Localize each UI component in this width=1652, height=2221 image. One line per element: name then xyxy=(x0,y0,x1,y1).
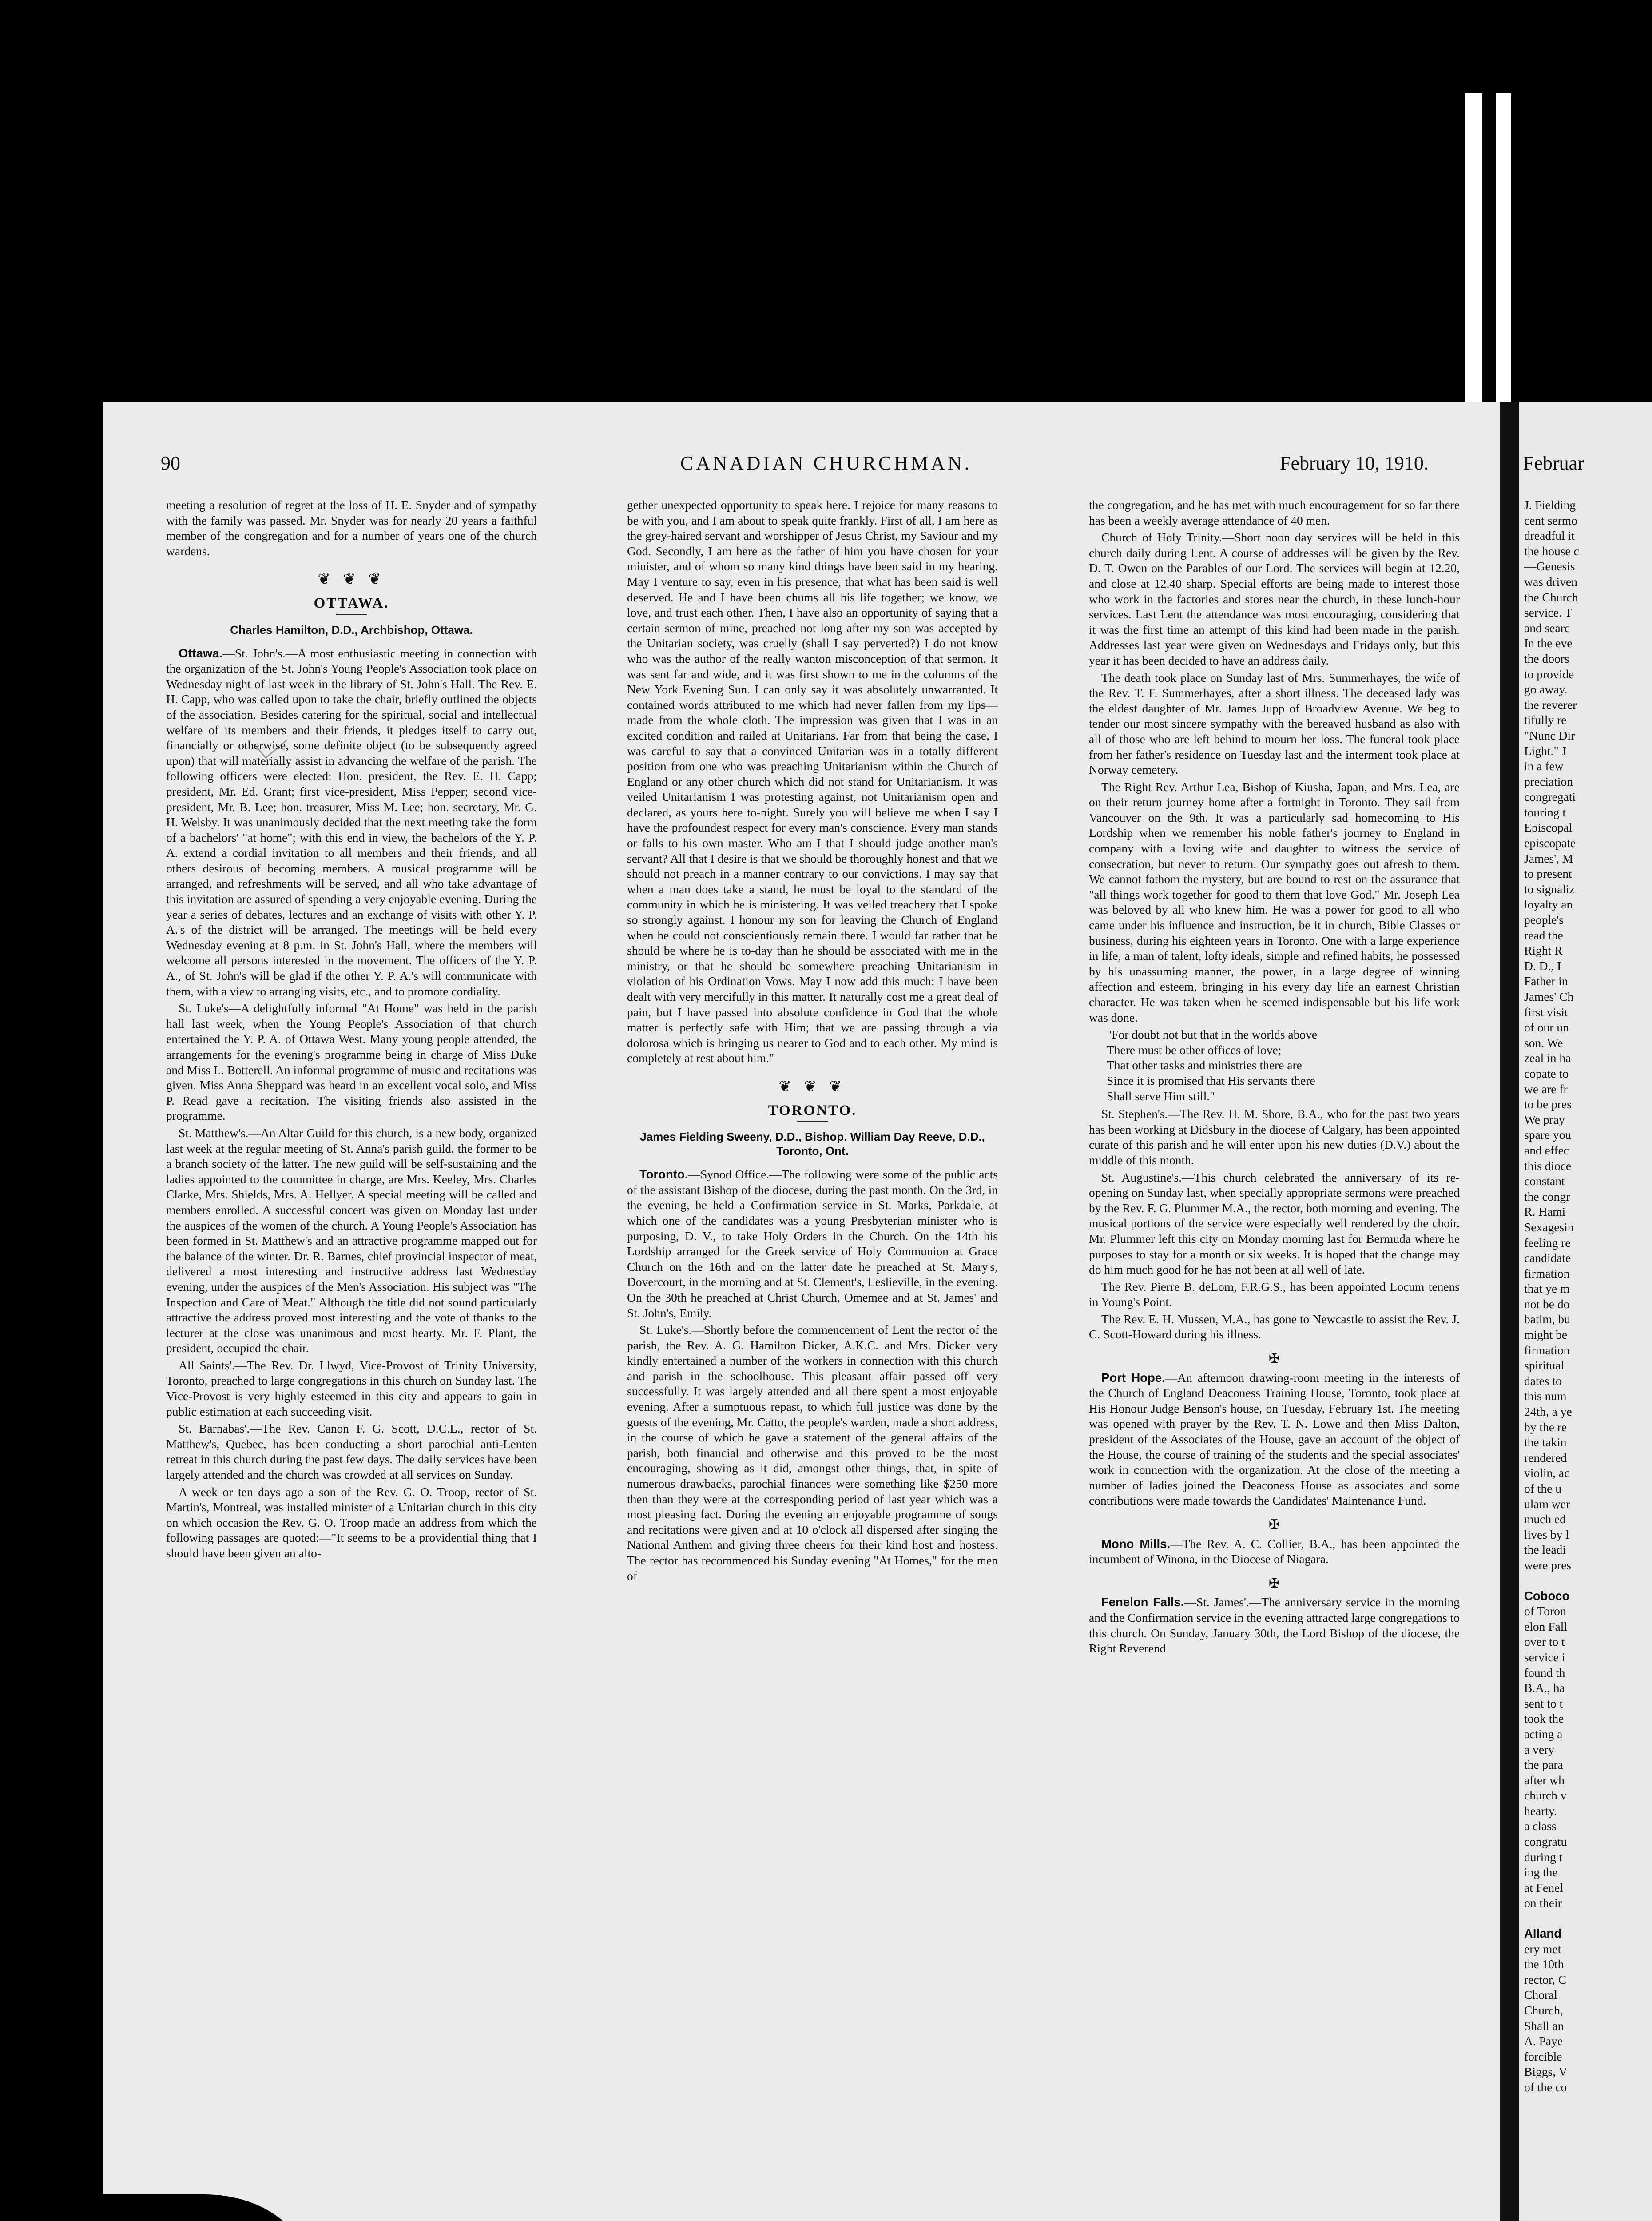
facing-page-line: —Genesis xyxy=(1524,559,1575,573)
paragraph: The death took place on Sunday last of Mrs. Summerhayes, the wife of the Rev. T. F. Summerhayes, after a short illness. The deceased lady was the eldest daughter of Mr. James Jupp of Broadview Avenue. We beg to tender our most sincere sympathy with the bereaved husband as also with all of those who are left behind to mourn her loss. The funeral took place from her father's residence on Tuesday last and the interment took place at Norway cemetery. xyxy=(1089,670,1460,777)
newspaper-page xyxy=(103,402,1500,2221)
facing-page-line: R. Hami xyxy=(1524,1205,1566,1219)
facing-page-column xyxy=(1524,498,1652,2095)
facing-page-line: ulam wer xyxy=(1524,1497,1570,1511)
facing-page-line: Sexagesin xyxy=(1524,1220,1574,1234)
facing-page-line: preciation xyxy=(1524,774,1573,788)
paragraph: Church of Holy Trinity.—Short noon day services will be held in this church daily during Lent. A course of addresses will be given by the Rev. D. T. Owen on the Parables of our Lord. The services will begin at 12.20, and close at 12.40 sharp. Special efforts are being made to interest those who work in the factories and stores near the church, in these lunch-hour services. Last Lent the attendance was most encouraging, considering that it was the first time an attempt of this kind had been made in the parish. Addresses last year were given on Wednesdays and Fridays only, but this year it has been decided to have an address daily. xyxy=(1089,530,1460,667)
facing-page-line: service i xyxy=(1524,1650,1565,1664)
section-ornament: ❦ ❦ ❦ xyxy=(318,571,385,588)
place-lead: Toronto. xyxy=(639,1167,688,1182)
facing-page-line: violin, ac xyxy=(1524,1466,1570,1480)
facing-page-line: lives by l xyxy=(1524,1527,1569,1541)
facing-page-line: spare you xyxy=(1524,1128,1572,1142)
place-lead: Port Hope. xyxy=(1101,1370,1165,1385)
facing-page-line: the house c xyxy=(1524,544,1579,558)
facing-page-line: after wh xyxy=(1524,1773,1565,1787)
facing-page-line: read the xyxy=(1524,928,1563,942)
facing-page-line: ing the xyxy=(1524,1865,1558,1879)
facing-page-line: episcopate xyxy=(1524,836,1576,850)
paragraph: Toronto.—Synod Office.—The following were some of the public acts of the assistant Bishop of the diocese, during the past month. On the 3rd, in the evening, he held a Confirmation service in St. Marks, Parkdale, at which one of the candidates was a young Presbyterian minister who is purposing, D. V., to take Holy Orders in the Church. On the 14th his Lordship arranged for the Greek service of Holy Communion at Grace Church on the 16th and on the latter date he preached at St. Mary's, Dovercourt, in the morning and at St. Clement's, Leslieville, in the evening. On the 30th he preached at Christ Church, Omemee and at St. James' and St. John's, Emily. xyxy=(627,1167,998,1320)
facing-page-line: congregati xyxy=(1524,790,1576,804)
facing-page-line: Coboco xyxy=(1524,1588,1570,1603)
facing-page-line: Episcopal xyxy=(1524,820,1573,835)
facing-page-line: J. Fielding xyxy=(1524,498,1576,512)
heading-rule xyxy=(797,1121,828,1122)
paragraph: the congregation, and he has met with much encouragement for so far there has been a weekly average attendance of 40 men. xyxy=(1089,498,1460,527)
facing-page-line: loyalty an xyxy=(1524,897,1573,911)
paragraph: The Rev. Pierre B. deLom, F.R.G.S., has been appointed Locum tenens in Young's Point. xyxy=(1089,1279,1460,1309)
facing-page-line: feeling re xyxy=(1524,1235,1571,1250)
paragraph: St. Matthew's.—An Altar Guild for this church, is a new body, organized last week at the regular meeting of St. Anna's parish guild, the former to be a branch society of the latter. The new guild will be self-sustaining and the ladies appointed to the committee in charge, are Mrs. Keeley, Mrs. Charles Clarke, Mrs. Shields, Mrs. A. Hellyer. A special meeting will be called and members enrolled. A successful concert was given on Monday last under the auspices of the women of the church. A Young People's Association has been formed in St. Matthew's and an attractive programme mapped out for the balance of the winter. Dr. R. Barnes, chief provincial inspector of meat, delivered a most interesting and instructive address last Wednesday evening, under the auspices of the Men's Association. His subject was "The Inspection and Care of Meat." Although the title did not sound particularly attractive the address proved most interesting and the vote of thanks to the lecturer at the close was unanimous and most hearty. Mr. F. Plant, the president, occupied the chair. xyxy=(166,1126,537,1355)
facing-page-line: sent to t xyxy=(1524,1696,1563,1710)
paragraph: All Saints'.—The Rev. Dr. Llwyd, Vice-Provost of Trinity University, Toronto, preached to large congregations in this church on Sunday last. The Vice-Provost is very highly esteemed in this city and appears to gain in public estimation at each succeeding visit. xyxy=(166,1358,537,1418)
paragraph: meeting a resolution of regret at the loss of H. E. Snyder and of sympathy with the family was passed. Mr. Snyder was for nearly 20 years a faithful member of the congregation and for a number of years one of the church wardens. xyxy=(166,498,537,558)
facing-page-line: the 10th xyxy=(1524,1957,1564,1971)
facing-page-line: and searc xyxy=(1524,621,1570,635)
facing-page-line: took the xyxy=(1524,1712,1564,1726)
facing-page-line: during t xyxy=(1524,1850,1563,1864)
facing-page-line: 24th, a ye xyxy=(1524,1405,1572,1419)
facing-page-line: elon Fall xyxy=(1524,1619,1568,1633)
facing-page-line: ery met xyxy=(1524,1942,1561,1956)
facing-page-line: Church, xyxy=(1524,2003,1563,2017)
facing-page-line: Biggs, V xyxy=(1524,2065,1568,2079)
facing-page-head: Februar xyxy=(1523,452,1584,474)
facing-page-line: firmation xyxy=(1524,1343,1570,1357)
facing-page-line: might be xyxy=(1524,1328,1568,1342)
facing-page-line: a class xyxy=(1524,1819,1557,1833)
place-lead: Ottawa. xyxy=(179,646,223,660)
facing-page-line: James' Ch xyxy=(1524,990,1574,1003)
facing-page-line: the Church xyxy=(1524,590,1578,604)
place-lead: Mono Mills. xyxy=(1101,1536,1171,1551)
facing-page-line: Light." J xyxy=(1524,744,1567,758)
facing-page-line: to provide xyxy=(1524,667,1574,681)
paragraph: St. Luke's—A delightfully informal "At Home" was held in the parish hall last week, when the Young People's Association of that church entertained the Y. P. A. of Ottawa West. Many young people attended, the arrangements for the evening's programme being in charge of Miss Duke and Miss L. Botterell. An informal programme of music and recitations was given. Miss Anna Sheppard was heard in an excellent vocal solo, and Miss P. Read gave a recitation. The visiting friends also assisted in the programme. xyxy=(166,1001,537,1123)
facing-page-line: the congr xyxy=(1524,1189,1570,1203)
facing-page-line: acting a xyxy=(1524,1727,1563,1741)
facing-page-line: copate to xyxy=(1524,1066,1569,1080)
column-3 xyxy=(1089,498,1460,1658)
facing-page-line: Choral xyxy=(1524,1988,1557,2002)
facing-page-line: on their xyxy=(1524,1896,1562,1910)
page-number: 90 xyxy=(161,452,180,474)
facing-page-line: zeal in ha xyxy=(1524,1051,1571,1065)
facing-page-line: dreadful it xyxy=(1524,529,1575,543)
facing-page-line: found th xyxy=(1524,1665,1565,1680)
facing-page-line: church v xyxy=(1524,1788,1567,1803)
facing-page-line: that ye m xyxy=(1524,1282,1570,1296)
section-ornament: ❦ ❦ ❦ xyxy=(778,1078,846,1095)
facing-page-line: not be do xyxy=(1524,1297,1570,1311)
paragraph: Port Hope.—An afternoon drawing-room meeting in the interests of the Church of England Deaconess Training House, Toronto, took place at His Honour Judge Benson's house, on Tuesday, February 1st. The meeting was opened with prayer by the Rev. T. N. Lowe and then Miss Dalton, president of the Associates of the House, gave an account of the object of the House, the course of training of the students and the special associates' work in connection with the organization. At the close of the meeting a number of ladies joined the Deaconess House as associates and some contributions were made towards the Candidates' Maintenance Fund. xyxy=(1089,1370,1460,1508)
facing-page-line xyxy=(1524,1573,1652,1588)
facing-page-line: of the co xyxy=(1524,2080,1567,2094)
facing-page-line: the doors xyxy=(1524,651,1569,665)
verse-line: Shall serve Him still." xyxy=(1107,1089,1215,1103)
facing-page-line: cent sermo xyxy=(1524,513,1577,527)
verse-line: There must be other offices of love; xyxy=(1107,1043,1282,1057)
facing-page-line: Alland xyxy=(1524,1926,1562,1941)
facing-page-line: of Toron xyxy=(1524,1604,1566,1618)
facing-page-line: Father in xyxy=(1524,974,1568,988)
facing-page-line: rector, C xyxy=(1524,1972,1567,1986)
facing-page-line: go away. xyxy=(1524,682,1568,697)
facing-page-line: first visit xyxy=(1524,1005,1568,1019)
section-mark: ✠ xyxy=(1268,1576,1280,1591)
facing-page-line: spiritual xyxy=(1524,1358,1565,1373)
facing-page-line: much ed xyxy=(1524,1512,1566,1526)
facing-page-line: Shall an xyxy=(1524,2018,1564,2033)
paragraph: Fenelon Falls.—St. James'.—The anniversary service in the morning and the Confirmation service in the evening attracted large congregations to this church. On Sunday, January 30th, the Lord Bishop of the diocese, the Right Reverend xyxy=(1089,1595,1460,1656)
section-heading-ottawa: OTTAWA. xyxy=(314,595,389,611)
place-lead: Fenelon Falls. xyxy=(1101,1595,1184,1609)
facing-page-line: of the u xyxy=(1524,1481,1562,1495)
column-2 xyxy=(627,498,998,1585)
paragraph: St. Stephen's.—The Rev. H. M. Shore, B.A., who for the past two years has been working at Didsbury in the diocese of Calgary, has been appointed curate of this parish and he will enter upon his new duties (D.V.) about the middle of this month. xyxy=(1089,1107,1460,1167)
facing-page-line: A. Paye xyxy=(1524,2034,1563,2048)
facing-page-line: was driven xyxy=(1524,574,1577,589)
facing-page-line: a very xyxy=(1524,1742,1554,1756)
section-mark: ✠ xyxy=(1268,1517,1280,1532)
facing-page-line xyxy=(1524,1911,1652,1926)
facing-page-line: and effec xyxy=(1524,1143,1569,1157)
facing-page-line: to present xyxy=(1524,867,1572,881)
verse-line: That other tasks and ministries there are xyxy=(1107,1058,1302,1072)
facing-page-edge xyxy=(1519,402,1652,2221)
facing-page-line: "Nunc Dir xyxy=(1524,728,1575,742)
facing-page-line: the takin xyxy=(1524,1435,1567,1449)
facing-page-line: of our un xyxy=(1524,1020,1569,1035)
facing-page-line: we are fr xyxy=(1524,1082,1568,1096)
facing-page-line: this num xyxy=(1524,1389,1567,1403)
paragraph: St. Luke's.—Shortly before the commencement of Lent the rector of the parish, the Rev. A. G. Hamilton Dicker, A.K.C. and Mrs. Dicker very kindly entertained a number of the workers in connection with this church and parish in the schoolhouse. This pleasant affair passed off very successfully. It was largely attended and all there spent a most enjoyable evening. After a sumptuous repast, to which full justice was done by the guests of the evening, Mr. Catto, the people's warden, made a short address, in the course of which he gave a statement of the general affairs of the parish, both financial and otherwise and this proved to be the most encouraging, showing as it did, amongst other things, that, in spite of numerous drawbacks, parochial finances were something like $250 more then than they were at the corresponding period of last year which was a most pleasing fact. During the evening an enjoyable programme of songs and recitations were given and at 10 o'clock all dispersed after singing the National Anthem and giving three cheers for their kind host and hostess. The rector has recommenced his Sunday evening "At Homes," for the men of xyxy=(627,1323,998,1583)
facing-page-line: congratu xyxy=(1524,1835,1567,1849)
facing-page-line: firmation xyxy=(1524,1266,1570,1280)
facing-page-line: son. We xyxy=(1524,1035,1563,1050)
page-header xyxy=(103,452,1500,483)
facing-page-line: the para xyxy=(1524,1758,1563,1772)
facing-page-line: dates to xyxy=(1524,1373,1562,1388)
facing-page-line: rendered xyxy=(1524,1450,1567,1465)
paragraph: St. Barnabas'.—The Rev. Canon F. G. Scott, D.C.L., rector of St. Matthew's, Quebec, has been conducting a short parochial anti-Lenten retreat in this church during the past few days. The daily services have been largely attended and the church was crowded at all services on Sunday. xyxy=(166,1421,537,1482)
facing-page-line: this dioce xyxy=(1524,1158,1572,1173)
facing-page-line: by the re xyxy=(1524,1420,1567,1434)
paragraph: gether unexpected opportunity to speak here. I rejoice for many reasons to be with you, and I am about to speak quite frankly. First of all, I am here as the grey-haired servant and worshipper of Jesus Christ, my Saviour and my God. Secondly, I am here as the father of him you have chosen for your minister, and of whom so many kind things have been said in my hearing. May I venture to say, even in his presence, that what has been said is well deserved. He and I have been chums all his life together; we know, we love, and trust each other. Then, I have also an opportunity of saying that a certain sermon of mine, preached not long after my son was accepted by the Unitarian society, was cruelly (shall I say perverted?) I do not know who was the author of the really wanton misconception of that sermon. It was sent far and wide, and it was first shown to me in the columns of the New York Evening Sun. I can only say it was absolutely unwarranted. It contained words attributed to me which had never fallen from my lips—made from the whole cloth. The impression was given that I was in an excited condition and railed at Unitarians. Far from that being the case, I was careful to say that a convinced Unitarian was in a totally different position from one who was preaching Unitarianism within the Church of England or any other church which did not stand for Unitarianism. It was veiled Unitarianism I was protesting against, not Unitarianism open and declared, as yours here to-night. Surely you will believe me when I say I have the profoundest respect for every man's conscience. Every man stands or falls to his own master. Who am I that I should judge another man's servant? All that I desire is that we should be thoroughly honest and that we should not preach in a manner contrary to our convictions. I may say that when a man does take a stand, he must be loyal to the standard of the community in which he is ministering. It was veiled treachery that I spoke so strongly against. I honour my son for leaving the Church of England when he could not conscientiously remain there. I would far rather that he should be where he is to-day than he should be associated with me in the ministry, or that he should be somewhere preaching Unitarianism in violation of his Ordination Vows. May I now add this much: I have been dealt with very mercifully in this matter. It naturally cost me a great deal of pain, but I have passed into absolute confidence in God that the whole matter is perfectly safe with Him; that we are passing through a via dolorosa which is bringing us nearer to God and to each other. My mind is completely at rest about him." xyxy=(627,498,998,1065)
facing-page-line: B.A., ha xyxy=(1524,1681,1565,1695)
section-heading-toronto: TORONTO. xyxy=(768,1102,857,1118)
facing-page-line: constant xyxy=(1524,1174,1565,1188)
facing-page-line: the reverer xyxy=(1524,697,1577,712)
facing-page-line: to be pres xyxy=(1524,1097,1572,1111)
section-mark: ✠ xyxy=(1268,1351,1280,1366)
paragraph: Mono Mills.—The Rev. A. C. Collier, B.A., has been appointed the incumbent of Winona, in the Diocese of Niagara. xyxy=(1089,1536,1460,1566)
facing-page-line: touring t xyxy=(1524,805,1566,819)
facing-page-line: at Fenel xyxy=(1524,1880,1563,1895)
facing-page-line: forcible xyxy=(1524,2049,1562,2063)
verse-line: "For doubt not but that in the worlds above xyxy=(1107,1027,1318,1042)
facing-page-line: Right R xyxy=(1524,943,1563,958)
facing-page-line: tifully re xyxy=(1524,713,1567,727)
paragraph: St. Augustine's.—This church celebrated the anniversary of its re-opening on Sunday last, when specially appropriate sermons were preached by the Rev. F. G. Plummer M.A., the rector, both morning and evening. The musical portions of the service were especially well rendered by the choir. Mr. Plummer left this city on Monday morning last for Bermuda where he purposes to stay for a month or six weeks. It is hoped that the change may do him much good for he has not been at all well of late. xyxy=(1089,1170,1460,1277)
diocese-bishop-line: James Fielding Sweeny, D.D., Bishop. William Day Reeve, D.D., Toronto, Ont. xyxy=(640,1130,985,1158)
issue-date: February 10, 1910. xyxy=(1280,452,1429,474)
heading-rule xyxy=(336,614,367,615)
verse-line: Since it is promised that His servants there xyxy=(1107,1073,1315,1087)
facing-page-line: were pres xyxy=(1524,1558,1572,1572)
facing-page-line: D. D., I xyxy=(1524,959,1561,973)
paragraph: The Right Rev. Arthur Lea, Bishop of Kiusha, Japan, and Mrs. Lea, are on their return journey home after a fortnight in Toronto. They sail from Vancouver on the 9th. It was a particularly sad homecoming to His Lordship when we remember his noble father's journey to England in company with a loving wife and daughter to witness the service of consecration, but never to return. Our sympathy goes out afresh to them. We cannot fathom the mystery, but are bound to rest on the assurance that "all things work together for good to them that love God." Mr. Joseph Lea was beloved by all who knew him. He was a power for good to all who came under his influence and instruction, be it in church, Bible Classes or business, during his eighteen years in Toronto. One with a large experience in life, a man of talent, lofty ideals, simple and refined habits, he possessed by his unassuming manner, the power, in a large degree of winning affection and esteem, bringing in his every day life an earnest Christian character. He was taken when he seemed indispensable but his life work was done. xyxy=(1089,780,1460,1024)
facing-page-line: to signaliz xyxy=(1524,882,1575,896)
facing-page-line: In the eve xyxy=(1524,636,1573,650)
diocese-bishop-line: Charles Hamilton, D.D., Archbishop, Ottawa. xyxy=(230,623,473,637)
facing-page-line: service. T xyxy=(1524,605,1572,620)
paragraph: Ottawa.—St. John's.—A most enthusiastic meeting in connection with the organization of the St. John's Young People's Association took place on Wednesday night of last week in the library of St. John's Hall. The Rev. E. H. Capp, who was called upon to take the chair, briefly outlined the objects of the association. Besides catering for the spiritual, social and intellectual welfare of its members and their friends, it pledges itself to carry out, financially or otherwise, some definite object (to be subsequently agreed upon) that will materially assist in advancing the welfare of the parish. The following officers were elected: Hon. president, the Rev. E. H. Capp; president, Mr. Ed. Grant; first vice-president, Miss Pepper; second vice-president, Mr. B. Lee; hon. treasurer, Miss M. Lee; hon. secretary, Mr. G. H. Welsby. It was unanimously decided that the next meeting take the form of a bachelors' "at home"; with this end in view, the bachelors of the Y. P. A. extend a cordial invitation to all members and their friends, and all others desirous of becoming members. A musical programme will be arranged, and refreshments will be served, and all who take advantage of this invitation are assured of spending a very enjoyable evening. During the year a series of debates, lectures and an exchange of visits with other Y. P. A.'s of the district will be arranged. The meetings will be held every Wednesday evening at 8 p.m. in St. John's Hall, where the members will welcome all persons interested in the movement. The officers of the Y. P. A., of St. John's will be glad if the other Y. P. A.'s will communicate with them, with a view to arranging visits, etc., and to promote cordiality. xyxy=(166,646,537,998)
facing-page-line: over to t xyxy=(1524,1635,1565,1649)
running-head: CANADIAN CHURCHMAN. xyxy=(680,452,972,474)
paragraph: A week or ten days ago a son of the Rev. G. O. Troop, rector of St. Martin's, Montreal, was installed minister of a Unitarian church in this city on which occasion the Rev. G. O. Troop made an address from which the following passages are quoted:—"It seems to be a providential thing that I should have been given an alto- xyxy=(166,1485,537,1560)
page-gutter xyxy=(1500,402,1519,2221)
facing-page-line: in a few xyxy=(1524,759,1564,773)
facing-page-line: hearty. xyxy=(1524,1803,1557,1818)
verse-quotation xyxy=(1107,1027,1460,1104)
facing-page-line: the leadi xyxy=(1524,1543,1566,1557)
facing-page-line: James', M xyxy=(1524,851,1573,865)
facing-page-line: batim, bu xyxy=(1524,1312,1570,1326)
paragraph: The Rev. E. H. Mussen, M.A., has gone to Newcastle to assist the Rev. J. C. Scott-Howard during his illness. xyxy=(1089,1312,1460,1341)
facing-page-line: candidate xyxy=(1524,1251,1571,1265)
facing-page-line: We pray xyxy=(1524,1112,1565,1126)
facing-page-line: people's xyxy=(1524,913,1564,927)
column-1 xyxy=(166,498,537,1563)
